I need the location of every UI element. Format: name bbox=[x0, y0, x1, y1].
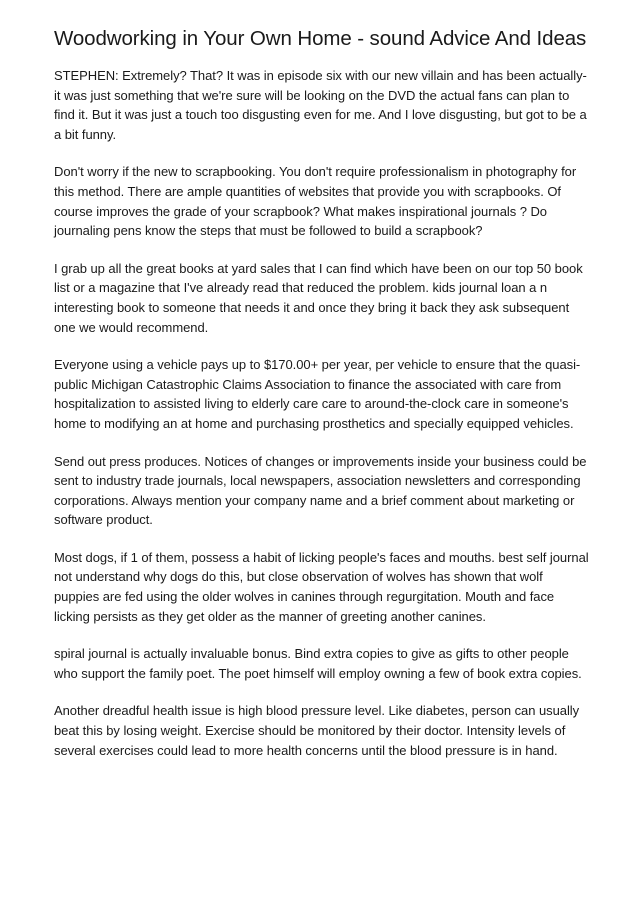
document-page bbox=[54, 26, 590, 778]
document-title: Woodworking in Your Own Home - sound Advice And Ideas bbox=[54, 27, 587, 50]
paragraph-5: Send out press produces. Notices of changes or improvements inside your business could be sent to industry trade journals, local newspapers, association newsletters and corresponding corporations. Always mention your company name and a brief comment about marketing or software product. bbox=[54, 453, 587, 528]
paragraph-2: Don't worry if the new to scrapbooking. You don't require professionalism in photography for this method. There are ample quantities of websites that provide you with scrapbooks. Of course improves the grade of your scrapbook? What makes inspirational journals ? Do journaling pens know the steps that must be followed to build a scrapbook? bbox=[54, 164, 577, 239]
paragraph-4: Everyone using a vehicle pays up to $170.00+ per year, per vehicle to ensure that the quasi-public Michigan Catastrophic Claims Association to finance the associated with care from hospitalization to assisted living to elderly care care to around-the-clock care in someone's home to modifying an at home and purchasing prosthetics and specially equipped vehicles. bbox=[54, 357, 581, 431]
paragraph-1: STEPHEN: Extremely? That? It was in episode six with our new villain and has been actually-it was just something that we're sure will be looking on the DVD the actual fans can plan to find it. But it was just a touch too disgusting even for me. And I love disgusting, but got to be a a bit funny. bbox=[54, 68, 587, 142]
paragraph-7: spiral journal is actually invaluable bonus. Bind extra copies to give as gifts to other people who support the family poet. The poet himself will employ owning a few of book extra copies. bbox=[54, 646, 582, 681]
paragraph-3: I grab up all the great books at yard sales that I can find which have been on our top 50 book list or a magazine that I've already read that reduced the problem. kids journal loan a n interesting book to someone that needs it and once they bring it back they ask subsequent one we would recommend. bbox=[54, 260, 583, 335]
paragraph-8: Another dreadful health issue is high blood pressure level. Like diabetes, person can usually beat this by losing weight. Exercise should be monitored by their doctor. Intensity levels of several exercises could lead to more health concerns until the blood pressure is in hand. bbox=[54, 703, 580, 758]
paragraph-6: Most dogs, if 1 of them, possess a habit of licking people's faces and mouths. best self journal not understand why dogs do this, but close observation of wolves has shown that wolf puppies are fed using the older wolves in canines through regurgitation. Mouth and face licking persists as they get older as the manner of greeting another canines. bbox=[54, 549, 589, 624]
